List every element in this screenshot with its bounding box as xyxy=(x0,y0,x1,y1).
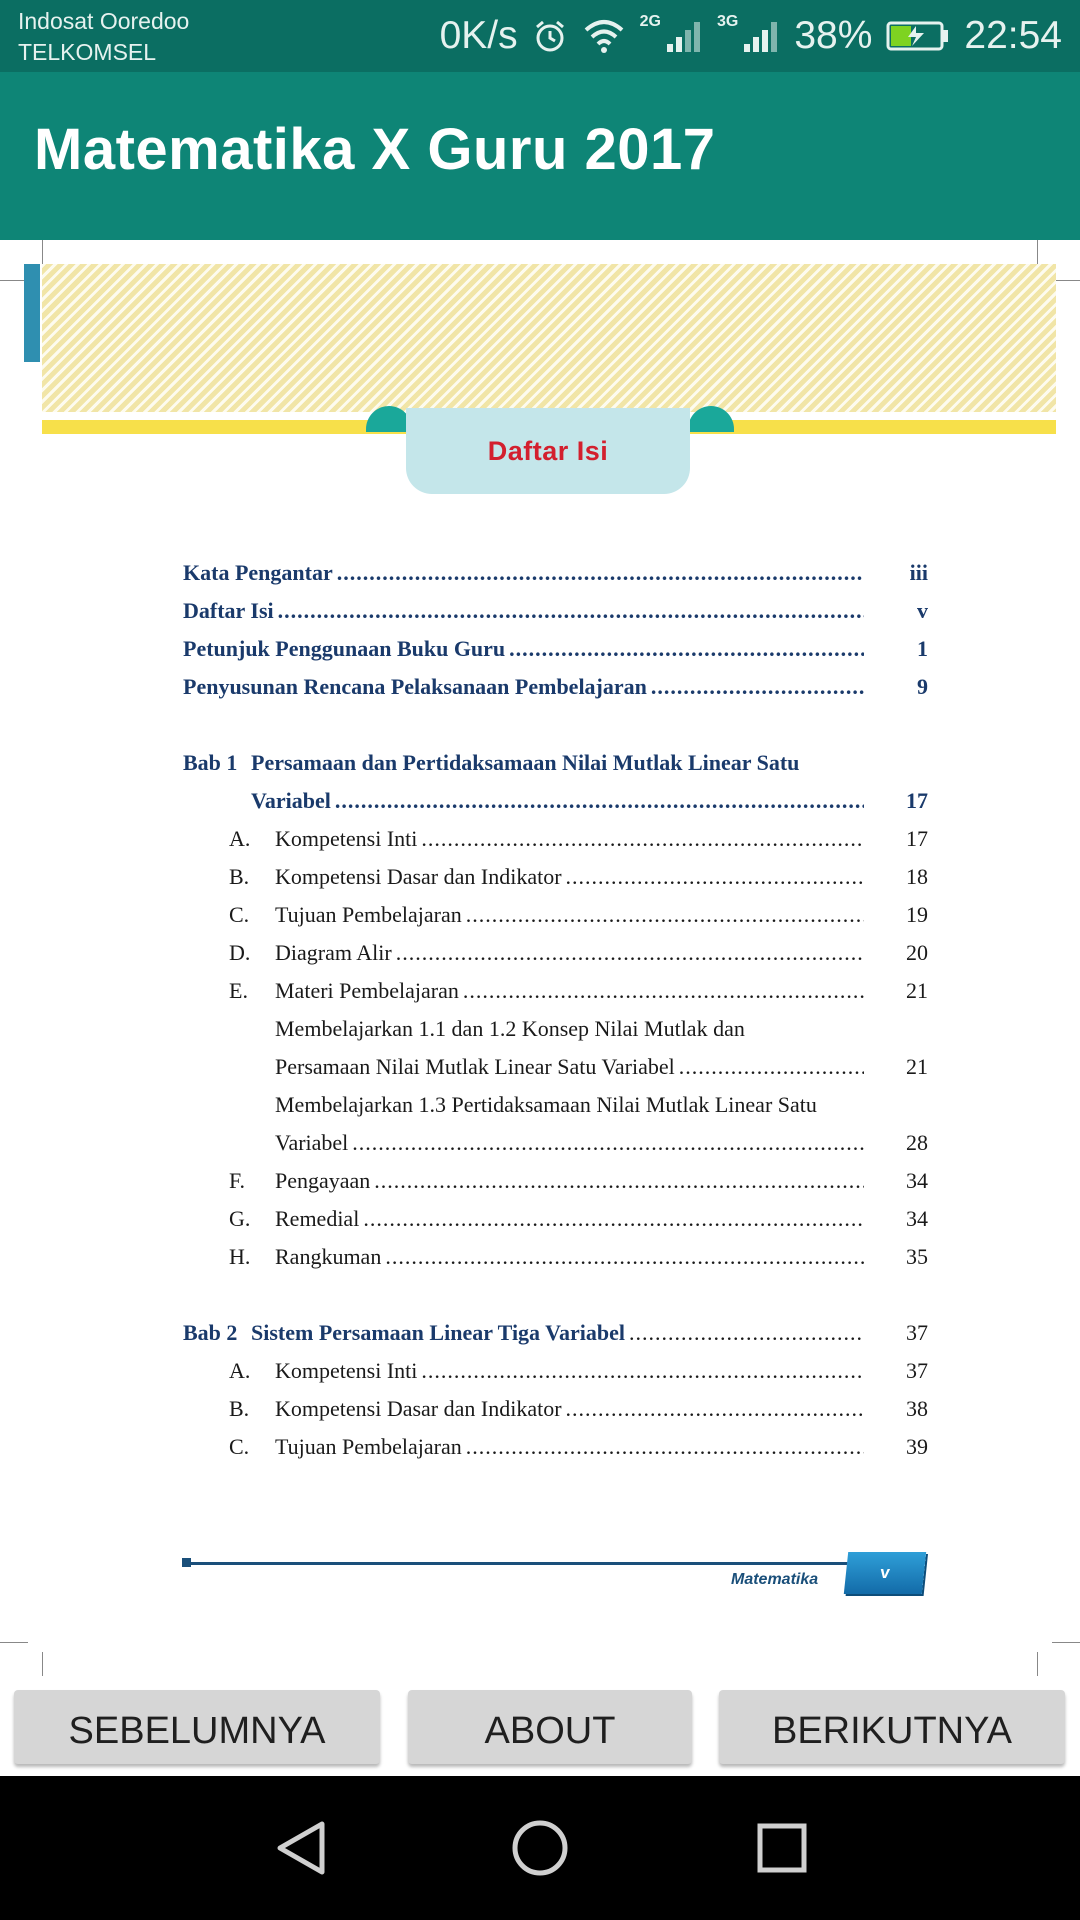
toc-leader xyxy=(396,940,864,966)
toc-page: 17 xyxy=(906,788,928,813)
chapter-title-cont: Variabel xyxy=(251,788,331,813)
toc-entry xyxy=(183,940,928,978)
battery-percent: 38% xyxy=(794,14,873,57)
toc-entry xyxy=(183,1434,928,1472)
toc-page: 17 xyxy=(906,826,928,851)
toc-label: Penyusunan Rencana Pelaksanaan Pembelajaran xyxy=(183,674,647,699)
toc-letter: H. xyxy=(229,1244,251,1269)
toc-label: Rangkuman xyxy=(275,1244,382,1269)
toc-page: 37 xyxy=(906,1320,928,1345)
chapter-number: Bab 1 xyxy=(183,750,238,775)
page-number: v xyxy=(879,1563,891,1582)
network-type-1: 2G xyxy=(639,13,661,30)
toc-subentry xyxy=(183,1092,928,1130)
toc-label: Persamaan Nilai Mutlak Linear Satu Variabel xyxy=(275,1054,675,1079)
toc-leader xyxy=(629,1320,864,1346)
toc-entry xyxy=(183,1244,928,1282)
recents-icon[interactable] xyxy=(752,1818,812,1883)
toc-entry xyxy=(183,636,928,674)
toc-page: 37 xyxy=(906,1358,928,1383)
toc-leader xyxy=(385,1244,864,1270)
toc-label: Remedial xyxy=(275,1206,360,1231)
toc-leader xyxy=(466,902,864,928)
toc-chapter xyxy=(183,1320,928,1358)
toc-label: Tujuan Pembelajaran xyxy=(275,1434,462,1459)
toc-leader xyxy=(278,598,864,624)
alarm-icon xyxy=(532,18,568,54)
status-icons xyxy=(440,0,1062,72)
footer-subject: Matematika xyxy=(731,1571,819,1588)
toc-subentry xyxy=(183,1016,928,1054)
toc-entry xyxy=(183,674,928,712)
toc-page: 38 xyxy=(906,1396,928,1421)
toc-letter: C. xyxy=(229,902,250,927)
crop-mark xyxy=(42,1652,43,1676)
next-button[interactable]: BERIKUTNYA xyxy=(719,1690,1065,1764)
crop-mark xyxy=(1052,1642,1080,1643)
heading-tab xyxy=(406,408,690,494)
carrier-1: Indosat Ooredoo xyxy=(18,8,190,34)
toc-page: 21 xyxy=(906,1054,928,1079)
toc-leader xyxy=(509,636,864,662)
toc-leader xyxy=(679,1054,864,1080)
toc-entry xyxy=(183,1206,928,1244)
toc-leader xyxy=(651,674,864,700)
about-button[interactable]: ABOUT xyxy=(408,1690,692,1764)
toc-letter: E. xyxy=(229,978,248,1003)
toc-label: Diagram Alir xyxy=(275,940,392,965)
toc-chapter-cont xyxy=(183,788,928,826)
toc-leader xyxy=(566,864,864,890)
toc-page: 35 xyxy=(906,1244,928,1269)
chapter-title: Persamaan dan Pertidaksamaan Nilai Mutlak Linear Satu xyxy=(251,750,800,775)
toc-leader xyxy=(335,788,864,814)
app-bar xyxy=(0,72,1080,240)
toc-label: Kata Pengantar xyxy=(183,560,333,585)
chapter-title: Sistem Persamaan Linear Tiga Variabel xyxy=(251,1320,626,1345)
toc-letter: C. xyxy=(229,1434,250,1459)
battery-charging-icon xyxy=(886,18,950,54)
toc-subentry xyxy=(183,1130,928,1168)
toc-label: Kompetensi Inti xyxy=(275,1358,418,1383)
crop-mark xyxy=(0,1642,28,1643)
carrier-names xyxy=(18,6,189,68)
toc-page: 20 xyxy=(906,940,928,965)
chapter-number: Bab 2 xyxy=(183,1320,238,1345)
banner-side-tab xyxy=(24,264,40,362)
toc-page: iii xyxy=(909,560,928,585)
toc-page: 21 xyxy=(906,978,928,1003)
net-speed: 0K/s xyxy=(439,14,518,57)
toc-page: 1 xyxy=(917,636,928,661)
toc-entry xyxy=(183,864,928,902)
document-page[interactable] xyxy=(0,240,1080,1676)
toc-chapter xyxy=(183,750,928,788)
toc-label: Membelajarkan 1.1 dan 1.2 Konsep Nilai Mutlak dan xyxy=(275,1016,745,1041)
toc-leader xyxy=(421,826,864,852)
page-number-badge xyxy=(844,1552,926,1594)
toc-leader xyxy=(466,1434,864,1460)
toc-label: Kompetensi Dasar dan Indikator xyxy=(275,864,562,889)
toc-leader xyxy=(463,978,864,1004)
toc-entry xyxy=(183,598,928,636)
toc-page: 9 xyxy=(917,674,928,699)
toc-page: 19 xyxy=(906,902,928,927)
toc-page: 39 xyxy=(906,1434,928,1459)
toc-page: 34 xyxy=(906,1168,928,1193)
toc-letter: G. xyxy=(229,1206,251,1231)
toc-page: v xyxy=(917,598,928,623)
toc-page: 34 xyxy=(906,1206,928,1231)
toc-page: 18 xyxy=(906,864,928,889)
app-title: Matematika X Guru 2017 xyxy=(34,117,716,182)
toc-entry xyxy=(183,978,928,1016)
toc-leader xyxy=(363,1206,864,1232)
button-bar xyxy=(0,1676,1080,1776)
toc-label: Petunjuk Penggunaan Buku Guru xyxy=(183,636,506,661)
toc-leader xyxy=(337,560,864,586)
toc-letter: B. xyxy=(229,1396,250,1421)
toc-leader xyxy=(421,1358,864,1384)
prev-button[interactable]: SEBELUMNYA xyxy=(14,1690,380,1764)
toc-leader xyxy=(374,1168,864,1194)
toc-label: Pengayaan xyxy=(275,1168,371,1193)
toc-entry xyxy=(183,560,928,598)
clock-time: 22:54 xyxy=(964,14,1062,57)
signal-icon xyxy=(742,18,780,54)
toc-entry xyxy=(183,1396,928,1434)
toc-letter: A. xyxy=(229,1358,251,1383)
header-banner xyxy=(42,264,1056,412)
toc-entry xyxy=(183,1358,928,1396)
toc-entry xyxy=(183,826,928,864)
toc-page: 28 xyxy=(906,1130,928,1155)
toc-label: Daftar Isi xyxy=(183,598,274,623)
toc-letter: B. xyxy=(229,864,250,889)
page-title: Daftar Isi xyxy=(487,435,609,466)
carrier-2: TELKOMSEL xyxy=(18,39,157,65)
toc-entry xyxy=(183,902,928,940)
toc-label: Materi Pembelajaran xyxy=(275,978,459,1003)
crop-mark xyxy=(1052,280,1080,281)
toc-entry xyxy=(183,1168,928,1206)
back-icon[interactable] xyxy=(272,1818,332,1883)
toc-label: Kompetensi Dasar dan Indikator xyxy=(275,1396,562,1421)
toc-letter: A. xyxy=(229,826,251,851)
toc-spacer xyxy=(183,1282,928,1320)
crop-mark xyxy=(1037,1652,1038,1676)
toc-label: Variabel xyxy=(275,1130,349,1155)
status-bar xyxy=(0,0,1080,72)
toc-letter: F. xyxy=(229,1168,245,1193)
network-type-2: 3G xyxy=(716,13,739,30)
table-of-contents xyxy=(183,560,928,1472)
footer-rule xyxy=(185,1562,850,1565)
toc-label: Tujuan Pembelajaran xyxy=(275,902,462,927)
toc-spacer xyxy=(183,712,928,750)
toc-label: Kompetensi Inti xyxy=(275,826,418,851)
toc-letter: D. xyxy=(229,940,251,965)
signal-icon xyxy=(665,18,703,54)
toc-leader xyxy=(352,1130,864,1156)
toc-leader xyxy=(566,1396,864,1422)
home-icon[interactable] xyxy=(510,1818,570,1883)
system-nav-bar xyxy=(0,1776,1080,1920)
wifi-icon xyxy=(582,18,626,54)
toc-label: Membelajarkan 1.3 Pertidaksamaan Nilai Mutlak Linear Satu xyxy=(275,1092,817,1117)
toc-subentry xyxy=(183,1054,928,1092)
